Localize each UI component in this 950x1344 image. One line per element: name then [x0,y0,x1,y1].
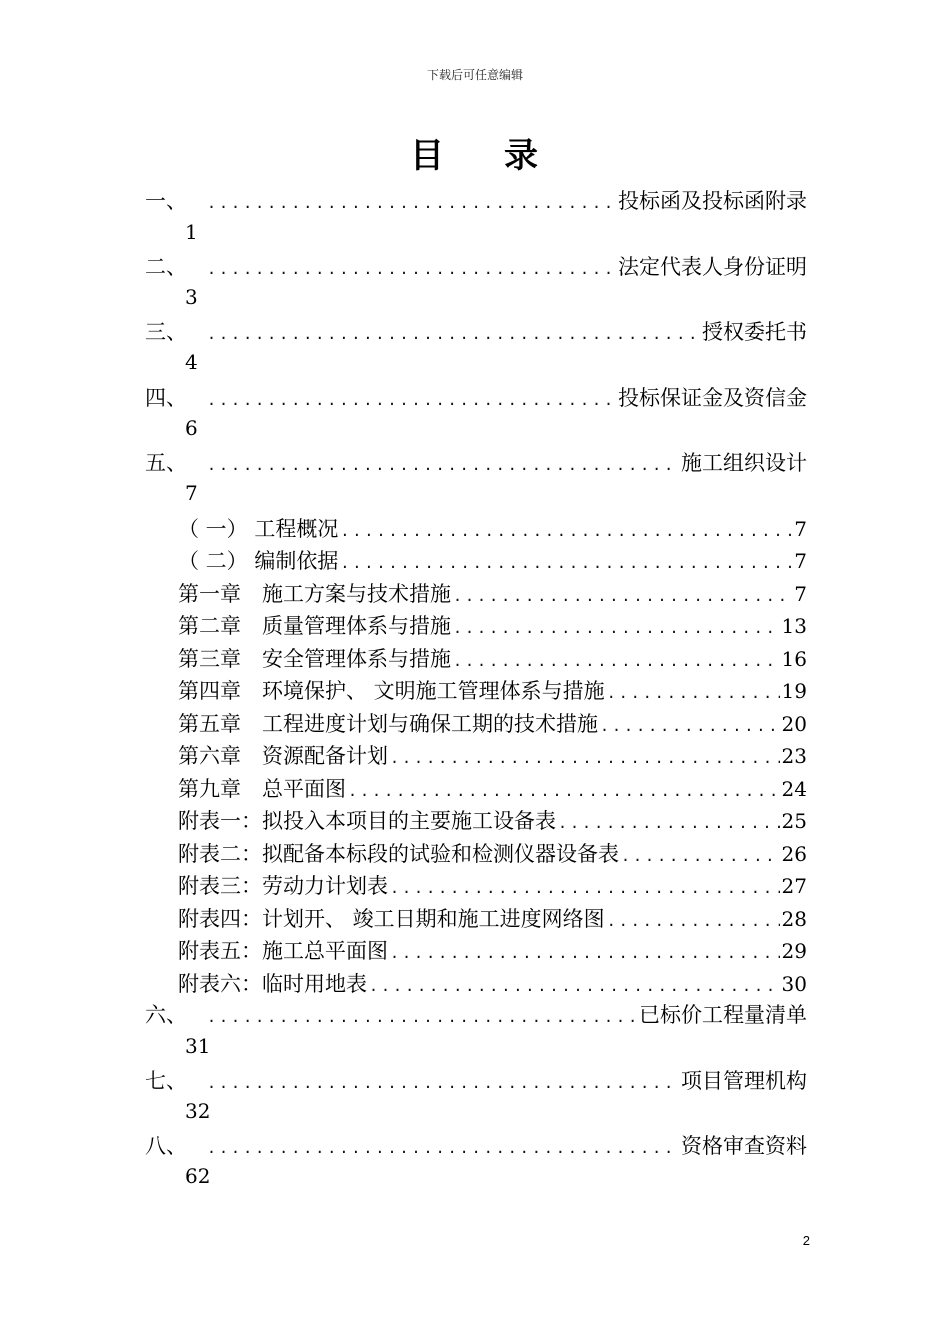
dot-leader [207,1074,677,1092]
toc-subentry[interactable] [178,935,807,965]
toc-entry[interactable] [145,316,807,346]
toc-subentry-title: （ 二） 编制依据 [178,549,339,573]
dot-leader [453,587,792,605]
toc-subentry-title: 第五章 工程进度计划与确保工期的技术措施 [178,712,598,736]
toc-entry-title: 授权委托书 [702,320,807,344]
toc-entry-number: 八、 [145,1134,187,1158]
dot-leader [207,325,698,343]
page-number: 2 [802,1233,810,1248]
toc-subentry-title: 附表五：施工总平面图 [178,939,388,963]
toc-subentry-title: 附表一：拟投入本项目的主要施工设备表 [178,809,556,833]
toc-subentry-title: 第四章 环境保护、 文明施工管理体系与措施 [178,679,605,703]
dot-leader [207,1139,677,1157]
toc-entry-page: 32 [185,1099,211,1123]
toc-entry[interactable] [145,251,807,281]
toc-entry-title: 资格审查资料 [681,1134,807,1158]
toc-subentry-page: 27 [781,874,807,898]
toc-subentry[interactable] [178,708,807,738]
page-header: 下载后可任意编辑 [426,68,523,82]
toc-subentry[interactable] [178,545,807,575]
toc-subentry[interactable] [178,903,807,933]
toc-subentry-page: 7 [794,549,807,573]
dot-leader [369,977,780,995]
toc-entry[interactable] [145,1130,807,1160]
toc-subentry-page: 29 [781,939,807,963]
toc-entry-page: 6 [185,416,198,440]
toc-subentry[interactable] [178,675,807,705]
dot-leader [390,944,780,962]
toc-entry-number: 七、 [145,1069,187,1093]
toc-subentry-page: 13 [781,614,807,638]
toc-entry-number: 四、 [145,386,187,410]
dot-leader [607,684,780,702]
dot-leader [390,879,780,897]
toc-subentry[interactable] [178,968,807,998]
toc-entry-title: 项目管理机构 [681,1069,807,1093]
toc-entry-page: 62 [185,1164,211,1188]
toc-subentry[interactable] [178,870,807,900]
dot-leader [340,522,792,540]
toc-subentry-title: 附表二：拟配备本标段的试验和检测仪器设备表 [178,842,619,866]
dot-leader [607,912,780,930]
dot-leader [207,456,677,474]
toc-subentry-page: 25 [781,809,807,833]
toc-subentry[interactable] [178,513,807,543]
toc-subentry[interactable] [178,578,807,608]
toc-subentry-title: 第三章 安全管理体系与措施 [178,647,451,671]
toc-entry-number: 三、 [145,320,187,344]
dot-leader [207,1008,635,1026]
toc-entry[interactable] [145,447,807,477]
toc-subentry[interactable] [178,805,807,835]
toc-subentry-title: 附表三：劳动力计划表 [178,874,388,898]
toc-subentry-page: 24 [781,777,807,801]
toc-entry-number: 一、 [145,189,187,213]
toc-entry-title: 投标保证金及资信金 [618,386,807,410]
toc-subentry-page: 7 [794,582,807,606]
dot-leader [207,194,614,212]
toc-entry-number: 五、 [145,451,187,475]
toc-entry-number: 六、 [145,1003,187,1027]
dot-leader [558,814,780,832]
toc-entry-page: 4 [185,350,198,374]
toc-subentry[interactable] [178,740,807,770]
toc-subentry[interactable] [178,838,807,868]
toc-subentry-title: 第六章 资源配备计划 [178,744,388,768]
toc-subentry-title: 第二章 质量管理体系与措施 [178,614,451,638]
toc-entry[interactable] [145,382,807,412]
toc-entry-page: 7 [185,481,198,505]
toc-entry-title: 投标函及投标函附录 [618,189,807,213]
toc-subentry-title: 附表四：计划开、 竣工日期和施工进度网络图 [178,907,605,931]
toc-subentry-title: 附表六：临时用地表 [178,972,367,996]
toc-subentry-page: 20 [781,712,807,736]
toc-entry-page: 1 [185,220,198,244]
dot-leader [340,554,792,572]
toc-subentry[interactable] [178,610,807,640]
dot-leader [348,782,780,800]
toc-entry-page: 3 [185,285,198,309]
dot-leader [207,260,614,278]
toc-entry[interactable] [145,185,807,215]
dot-leader [600,717,780,735]
toc-subentry-page: 7 [794,517,807,541]
toc-subentry-title: （ 一） 工程概况 [178,517,339,541]
title-char-1: 目 [410,136,446,176]
toc-entry[interactable] [145,1065,807,1095]
toc-subentry-page: 23 [781,744,807,768]
title-char-2: 录 [504,136,540,176]
toc-subentry-page: 30 [781,972,807,996]
dot-leader [390,749,780,767]
toc-entry-page: 31 [185,1034,211,1058]
dot-leader [453,619,780,637]
toc-entry-title: 法定代表人身份证明 [618,255,807,279]
toc-entry-title: 已标价工程量清单 [639,1003,807,1027]
toc-subentry[interactable] [178,643,807,673]
toc-subentry-page: 16 [781,647,807,671]
toc-subentry-page: 19 [781,679,807,703]
toc-subentry-page: 28 [781,907,807,931]
dot-leader [453,652,780,670]
toc-subentry-page: 26 [781,842,807,866]
toc-entry-number: 二、 [145,255,187,279]
toc-subentry-title: 第一章 施工方案与技术措施 [178,582,451,606]
toc-entry[interactable] [145,999,807,1029]
toc-subentry[interactable] [178,773,807,803]
dot-leader [207,391,614,409]
dot-leader [621,847,780,865]
toc-subentry-title: 第九章 总平面图 [178,777,346,801]
toc-entry-title: 施工组织设计 [681,451,807,475]
